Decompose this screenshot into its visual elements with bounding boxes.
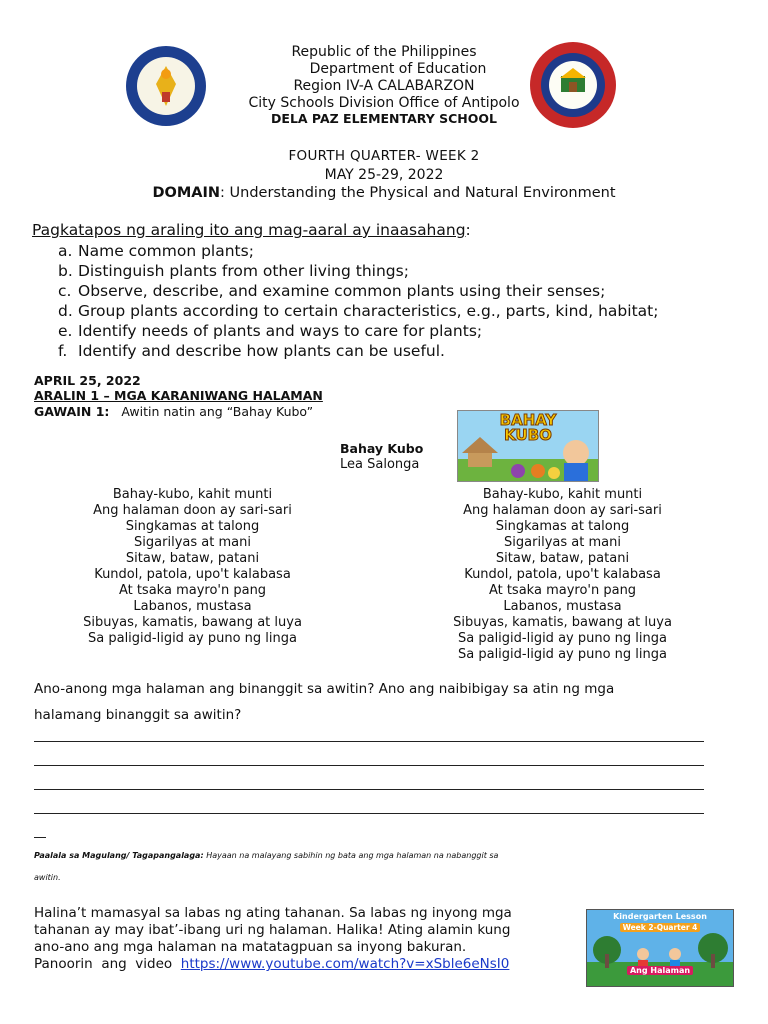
lyric-line: Sitaw, bataw, patani bbox=[495, 551, 630, 566]
answer-line[interactable] bbox=[34, 765, 704, 766]
lyric-line: Sitaw, bataw, patani bbox=[125, 551, 260, 566]
parent-note bbox=[34, 845, 734, 889]
lyrics-right bbox=[410, 487, 715, 663]
objective-item: f. Identify and describe how plants can be useful. bbox=[58, 342, 445, 360]
youtube-link[interactable]: https://www.youtube.com/watch?v=xSble6eNsI0 bbox=[180, 956, 510, 972]
closing-paragraph bbox=[34, 905, 579, 973]
lyric-line: Labanos, mustasa bbox=[503, 599, 622, 614]
question-line-1: Ano-anong mga halaman ang binanggit sa awitin? Ano ang naibibigay sa atin ng mga bbox=[34, 681, 615, 697]
objective-item: d. Group plants according to certain characteristics, e.g., parts, kind, habitat; bbox=[58, 302, 659, 320]
objectives-intro-text: Pagkatapos ng araling ito ang mag-aaral ay inaasahang bbox=[32, 221, 466, 239]
video-thumb-subtitle: Week 2-Quarter 4 bbox=[620, 923, 700, 932]
domain-title bbox=[0, 185, 768, 201]
domain-text: : Understanding the Physical and Natural Environment bbox=[220, 185, 616, 201]
quarter-week-title: FOURTH QUARTER- WEEK 2 bbox=[288, 148, 480, 164]
objective-item: a. Name common plants; bbox=[58, 242, 254, 260]
objective-item: c. Observe, describe, and examine common plants using their senses; bbox=[58, 282, 606, 300]
activity-label: GAWAIN 1: bbox=[34, 404, 110, 419]
video-thumb-label: Ang Halaman bbox=[627, 966, 693, 975]
lyric-line: At tsaka mayro'n pang bbox=[118, 583, 267, 598]
lyric-line: Singkamas at talong bbox=[125, 519, 260, 534]
closing-line-1: Halina’t mamasyal sa labas ng ating tahanan. Sa labas ng inyong mga bbox=[34, 905, 512, 921]
objectives-list bbox=[58, 241, 658, 361]
lyric-line: Sa paligid-ligid ay puno ng linga bbox=[458, 647, 667, 662]
thumbnail-title: BAHAY KUBO bbox=[499, 411, 557, 444]
domain-label: DOMAIN bbox=[152, 185, 221, 201]
lyric-line: Singkamas at talong bbox=[495, 519, 630, 534]
lyric-line: Sibuyas, kamatis, bawang at luya bbox=[453, 615, 672, 630]
lyric-line: Kundol, patola, upo't kalabasa bbox=[464, 567, 661, 582]
header-line-region: Region IV-A CALABARZON bbox=[293, 78, 475, 94]
lyric-line: Sa paligid-ligid ay puno ng linga bbox=[88, 631, 297, 646]
lyric-line: Ang halaman doon ay sari-sari bbox=[463, 503, 662, 518]
lesson-title: ARALIN 1 – MGA KARANIWANG HALAMAN bbox=[34, 388, 323, 403]
header-line-division: City Schools Division Office of Antipolo bbox=[248, 95, 520, 111]
lyric-line: At tsaka mayro'n pang bbox=[488, 583, 637, 598]
song-artist: Lea Salonga bbox=[340, 457, 420, 472]
lyric-line: Kundol, patola, upo't kalabasa bbox=[94, 567, 291, 582]
song-title: Bahay Kubo bbox=[340, 441, 424, 456]
lyric-line: Sa paligid-ligid ay puno ng linga bbox=[458, 631, 667, 646]
lyric-line: Ang halaman doon ay sari-sari bbox=[93, 503, 292, 518]
lyric-line: Sibuyas, kamatis, bawang at luya bbox=[83, 615, 302, 630]
answer-line[interactable] bbox=[34, 741, 704, 742]
video-thumb-title: Kindergarten Lesson bbox=[613, 912, 707, 921]
lesson-date: APRIL 25, 2022 bbox=[34, 373, 141, 388]
answer-line-short[interactable] bbox=[34, 837, 46, 838]
video-thumbnail[interactable] bbox=[586, 909, 734, 987]
lyric-line: Labanos, mustasa bbox=[133, 599, 252, 614]
header-line-republic: Republic of the Philippines bbox=[291, 44, 477, 60]
closing-line-4 bbox=[34, 956, 579, 973]
lyric-line: Bahay-kubo, kahit munti bbox=[482, 487, 643, 502]
objective-item: e. Identify needs of plants and ways to care for plants; bbox=[58, 322, 483, 340]
header-line-deped: Department of Education bbox=[309, 61, 487, 77]
school-name: DELA PAZ ELEMENTARY SCHOOL bbox=[271, 111, 497, 126]
parent-note-label: Paalala sa Magulang/ Tagapangalaga: bbox=[34, 851, 204, 860]
question-line-2: halamang binanggit sa awitin? bbox=[34, 707, 242, 723]
answer-line[interactable] bbox=[34, 789, 704, 790]
date-range-title: MAY 25-29, 2022 bbox=[324, 167, 444, 183]
lyrics-left bbox=[40, 487, 345, 647]
lyric-line: Sigarilyas at mani bbox=[504, 535, 621, 550]
answer-line[interactable] bbox=[34, 813, 704, 814]
activity-text: Awitin natin ang “Bahay Kubo” bbox=[121, 404, 314, 419]
lyric-line: Sigarilyas at mani bbox=[134, 535, 251, 550]
objectives-intro bbox=[32, 221, 471, 239]
lyric-line: Bahay-kubo, kahit munti bbox=[112, 487, 273, 502]
closing-line-2: tahanan ay may ibat’-ibang uri ng halaman. Halika! Ating alamin kung bbox=[34, 922, 511, 938]
objective-item: b. Distinguish plants from other living things; bbox=[58, 262, 409, 280]
objectives-intro-colon: : bbox=[465, 221, 471, 239]
deped-seal-logo bbox=[124, 44, 208, 128]
parent-note-text-2: awitin. bbox=[34, 873, 61, 882]
watch-prefix: Panoorin ang video bbox=[34, 956, 181, 972]
closing-line-3: ano-ano ang mga halaman na matatagpuan sa inyong bakuran. bbox=[34, 939, 467, 955]
activity-line bbox=[34, 404, 313, 419]
parent-note-text: Hayaan na malayang sabihin ng bata ang mga halaman na nabanggit sa bbox=[203, 851, 499, 860]
bahay-kubo-thumbnail[interactable] bbox=[457, 410, 599, 482]
